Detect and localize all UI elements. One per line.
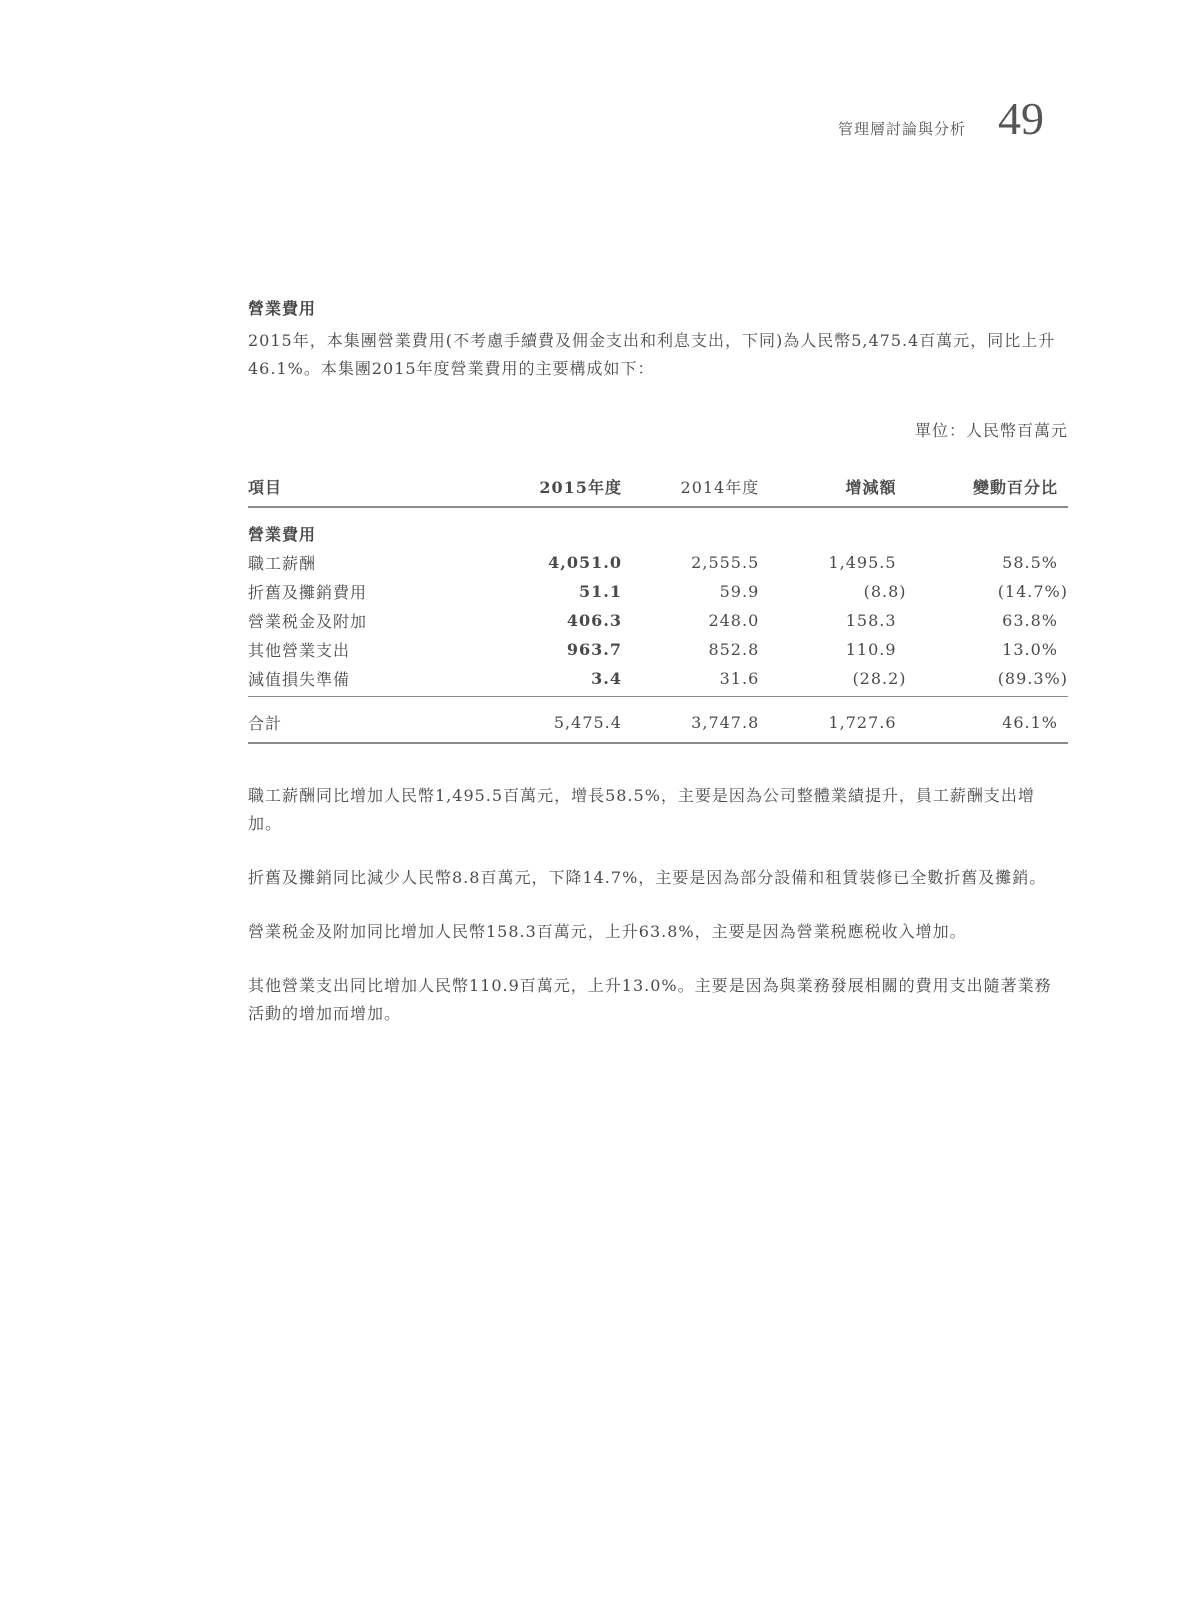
row-change: 1,495.5 — [828, 553, 897, 572]
row-pct: (89.3%) — [907, 664, 1068, 697]
total-item: 合計 — [248, 697, 499, 744]
header-2015: 2015年度 — [499, 469, 622, 507]
row-pct: 58.5% — [1002, 553, 1058, 572]
row-item: 折舊及攤銷費用 — [248, 583, 368, 602]
row-2014: 31.6 — [622, 664, 759, 697]
row-item: 其他營業支出 — [248, 641, 351, 660]
unit-note: 單位：人民幣百萬元 — [914, 421, 1068, 440]
row-pct: 63.8% — [1002, 611, 1058, 630]
paragraph-business-tax: 營業税金及附加同比增加人民幣158.3百萬元，上升63.8%，主要是因為營業税應税收入增加。 — [248, 922, 967, 941]
row-item: 營業税金及附加 — [248, 612, 368, 631]
group-label: 營業費用 — [248, 525, 317, 544]
section-heading: 營業費用 — [248, 299, 317, 318]
row-change: (28.2) — [759, 664, 906, 697]
header-item: 項目 — [248, 469, 499, 507]
operating-expenses-table — [248, 469, 1068, 744]
row-2014: 2,555.5 — [691, 553, 760, 572]
row-change: 110.9 — [845, 640, 897, 659]
paragraph-other-expenses: 其他營業支出同比增加人民幣110.9百萬元，上升13.0%。主要是因為與業務發展相關的費用支出隨著業務活動的增加而增加。 — [248, 976, 1052, 1023]
main-content — [248, 296, 1068, 1054]
row-2015: 51.1 — [578, 582, 622, 601]
header-pct: 變動百分比 — [907, 469, 1068, 507]
paragraph-staff-costs: 職工薪酬同比增加人民幣1,495.5百萬元，增長58.5%，主要是因為公司整體業績提升，員工薪酬支出增加。 — [248, 786, 1035, 833]
table-row — [248, 548, 1068, 577]
total-2015: 5,475.4 — [499, 697, 622, 744]
total-2014: 3,747.8 — [622, 697, 759, 744]
group-row — [248, 507, 1068, 548]
table-row — [248, 664, 1068, 697]
row-item: 減值損失準備 — [248, 664, 499, 697]
row-2014: 852.8 — [708, 640, 760, 659]
section-name: 管理層討論與分析 — [837, 120, 966, 138]
row-pct: (14.7%) — [997, 582, 1068, 601]
total-change: 1,727.6 — [759, 697, 906, 744]
table-header-row — [248, 469, 1068, 507]
total-pct: 46.1% — [907, 697, 1068, 744]
header-change: 增減額 — [759, 469, 906, 507]
header-2014: 2014年度 — [622, 469, 759, 507]
row-change: 158.3 — [845, 611, 897, 630]
table-row — [248, 635, 1068, 664]
total-row — [248, 697, 1068, 744]
intro-paragraph: 2015年，本集團營業費用(不考慮手續費及佣金支出和利息支出，下同)為人民幣5,475.4百萬元，同比上升46.1%。本集團2015年度營業費用的主要構成如下： — [248, 331, 1056, 378]
row-2015: 963.7 — [566, 640, 622, 659]
row-2015: 406.3 — [566, 611, 622, 630]
row-change: (8.8) — [863, 582, 907, 601]
row-2014: 59.9 — [719, 582, 760, 601]
row-2014: 248.0 — [708, 611, 760, 630]
page-number: 49 — [998, 93, 1044, 144]
row-2015: 4,051.0 — [548, 553, 622, 572]
paragraph-depreciation: 折舊及攤銷同比減少人民幣8.8百萬元，下降14.7%，主要是因為部分設備和租賃裝修已全數折舊及攤銷。 — [248, 868, 1047, 887]
table-row — [248, 606, 1068, 635]
row-2015: 3.4 — [499, 664, 622, 697]
table-row — [248, 577, 1068, 606]
row-pct: 13.0% — [1002, 640, 1058, 659]
running-header — [837, 93, 1044, 144]
row-item: 職工薪酬 — [248, 554, 317, 573]
analysis-paragraphs — [248, 782, 1068, 1028]
